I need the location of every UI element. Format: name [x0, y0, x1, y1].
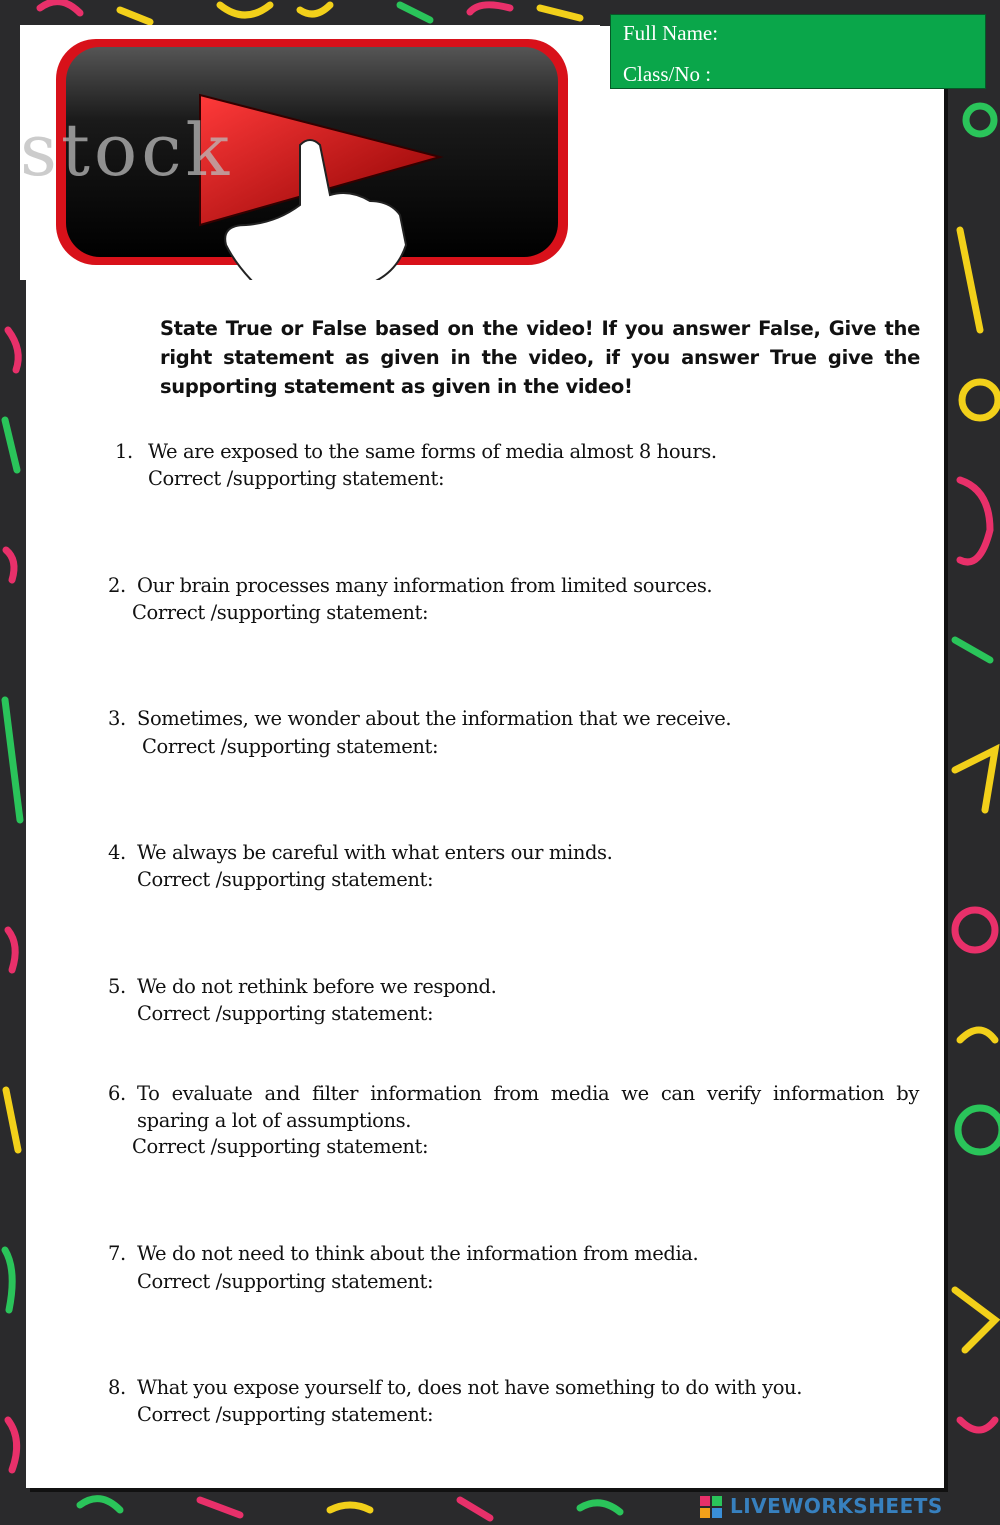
- question-text: To evaluate and filter information from media we can verify information by: [137, 1082, 919, 1105]
- watermark-text: stock: [20, 108, 234, 192]
- answer-prompt[interactable]: Correct /supporting statement:: [137, 868, 434, 891]
- question-number: 2.: [108, 574, 126, 597]
- answer-prompt[interactable]: Correct /supporting statement:: [137, 1270, 434, 1293]
- video-thumbnail[interactable]: [20, 25, 600, 280]
- question-number: 1.: [115, 440, 133, 463]
- instructions-text: State True or False based on the video! If you answer False, Give the right statement as given in the video, if you answer True give the supporting statement as given in the video!: [160, 317, 920, 398]
- question-number: 8.: [108, 1376, 126, 1399]
- question-text: We are exposed to the same forms of media almost 8 hours.: [148, 440, 717, 463]
- answer-prompt[interactable]: Correct /supporting statement:: [137, 1002, 434, 1025]
- liveworksheets-logo[interactable]: [700, 1494, 990, 1520]
- question-number: 3.: [108, 707, 126, 730]
- answer-prompt[interactable]: Correct /supporting statement:: [132, 601, 429, 624]
- question-number: 7.: [108, 1242, 126, 1265]
- question-text: We do not rethink before we respond.: [137, 975, 497, 998]
- question-number: 4.: [108, 841, 126, 864]
- answer-prompt[interactable]: Correct /supporting statement:: [137, 1403, 434, 1426]
- question-text: We do not need to think about the information from media.: [137, 1242, 699, 1265]
- liveworksheets-logo-icon: [700, 1496, 722, 1518]
- brand-name: LIVEWORKSHEETS: [730, 1494, 943, 1518]
- question-text-continued: sparing a lot of assumptions.: [137, 1109, 412, 1132]
- question-number: 5.: [108, 975, 126, 998]
- question-text: Our brain processes many information from limited sources.: [137, 574, 713, 597]
- question-text: What you expose yourself to, does not have something to do with you.: [137, 1376, 803, 1399]
- class-no-label[interactable]: Class/No :: [623, 62, 712, 86]
- full-name-label[interactable]: Full Name:: [623, 21, 719, 45]
- question-number: 6.: [108, 1082, 126, 1105]
- answer-prompt[interactable]: Correct /supporting statement:: [142, 735, 439, 758]
- answer-prompt[interactable]: Correct /supporting statement:: [148, 467, 445, 490]
- question-text: Sometimes, we wonder about the information that we receive.: [137, 707, 732, 730]
- student-info-box: [610, 14, 986, 89]
- answer-prompt[interactable]: Correct /supporting statement:: [132, 1135, 429, 1158]
- question-text: We always be careful with what enters our minds.: [137, 841, 613, 864]
